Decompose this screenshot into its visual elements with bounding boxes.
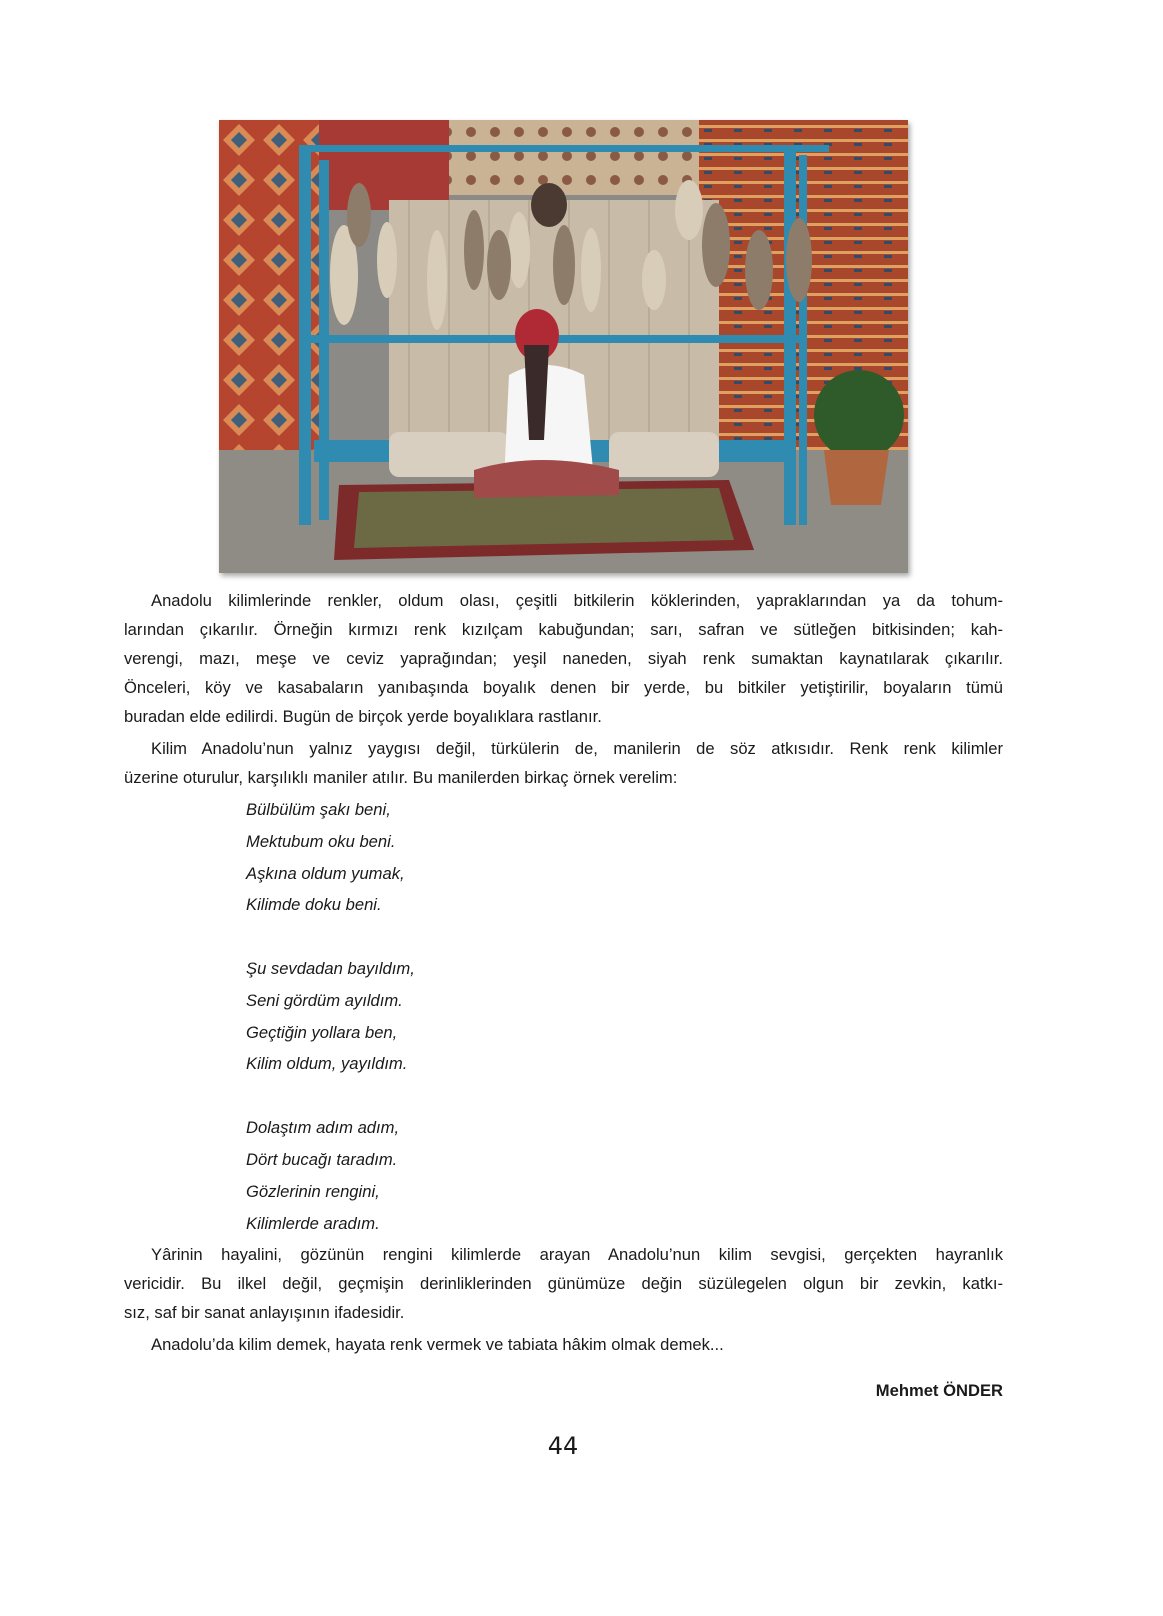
- poem-line: Kilim oldum, yayıldım.: [246, 1054, 408, 1073]
- author-name: Mehmet ÖNDER: [875, 1381, 1003, 1400]
- poem-line: Gözlerinin rengini,: [246, 1182, 380, 1201]
- poem-line: Mektubum oku beni.: [246, 832, 396, 851]
- body-text-line: vericidir. Bu ilkel değil, geçmişin derinliklerinden günümüze değin süzülegelen olgun bir zevkin, katkı-: [124, 1274, 1003, 1293]
- poem-line: Dolaştım adım adım,: [246, 1118, 400, 1137]
- poem-line: Bülbülüm şakı beni,: [246, 800, 391, 819]
- poem-line: Kilimde doku beni.: [246, 895, 382, 914]
- body-text-line: larından çıkarılır. Örneğin kırmızı renk kızılçam kabuğundan; sarı, safran ve sütleğen bitkisinden; kah-: [124, 620, 1003, 639]
- poem-line: Aşkına oldum yumak,: [246, 864, 405, 883]
- poem-line: Dört bucağı taradım.: [246, 1150, 398, 1169]
- poem-line: Geçtiğin yollara ben,: [246, 1023, 398, 1042]
- body-text-line: Anadolu kilimlerinde renkler, oldum olası, çeşitli bitkilerin köklerinden, yapraklarından ya da tohum-: [151, 591, 1003, 610]
- poem-line: Kilimlerde aradım.: [246, 1214, 380, 1233]
- body-text-line: verengi, mazı, meşe ve ceviz yaprağından; yeşil naneden, siyah renk sumaktan kaynatılarak çıkarılır.: [124, 649, 1003, 668]
- body-text-line: Yârinin hayalini, gözünün rengini kilimlerde arayan Anadolu’nun kilim sevgisi, gerçekten hayranlık: [151, 1245, 1003, 1264]
- page-number: 44: [547, 1432, 579, 1460]
- body-text-line: buradan elde edilirdi. Bugün de birçok yerde boyalıklara rastlanır.: [124, 707, 602, 726]
- body-text-line: Kilim Anadolu’nun yalnız yaygısı değil, türkülerin de, manilerin de söz atkısıdır. Renk renk kilimler: [151, 739, 1003, 758]
- poem-line: Şu sevdadan bayıldım,: [246, 959, 415, 978]
- weaving-loom-photo: [219, 120, 908, 573]
- body-text-line: Önceleri, köy ve kasabaların yanıbaşında boyalık denen bir yerde, bu bitkiler yetiştirilir, boyaların tümü: [124, 678, 1003, 697]
- body-text-line: üzerine oturulur, karşılıklı maniler atılır. Bu manilerden birkaç örnek verelim:: [124, 768, 678, 787]
- body-text-line: Anadolu’da kilim demek, hayata renk vermek ve tabiata hâkim olmak demek...: [151, 1335, 724, 1354]
- poem-line: Seni gördüm ayıldım.: [246, 991, 403, 1010]
- body-text-line: sız, saf bir sanat anlayışının ifadesidir.: [124, 1303, 405, 1322]
